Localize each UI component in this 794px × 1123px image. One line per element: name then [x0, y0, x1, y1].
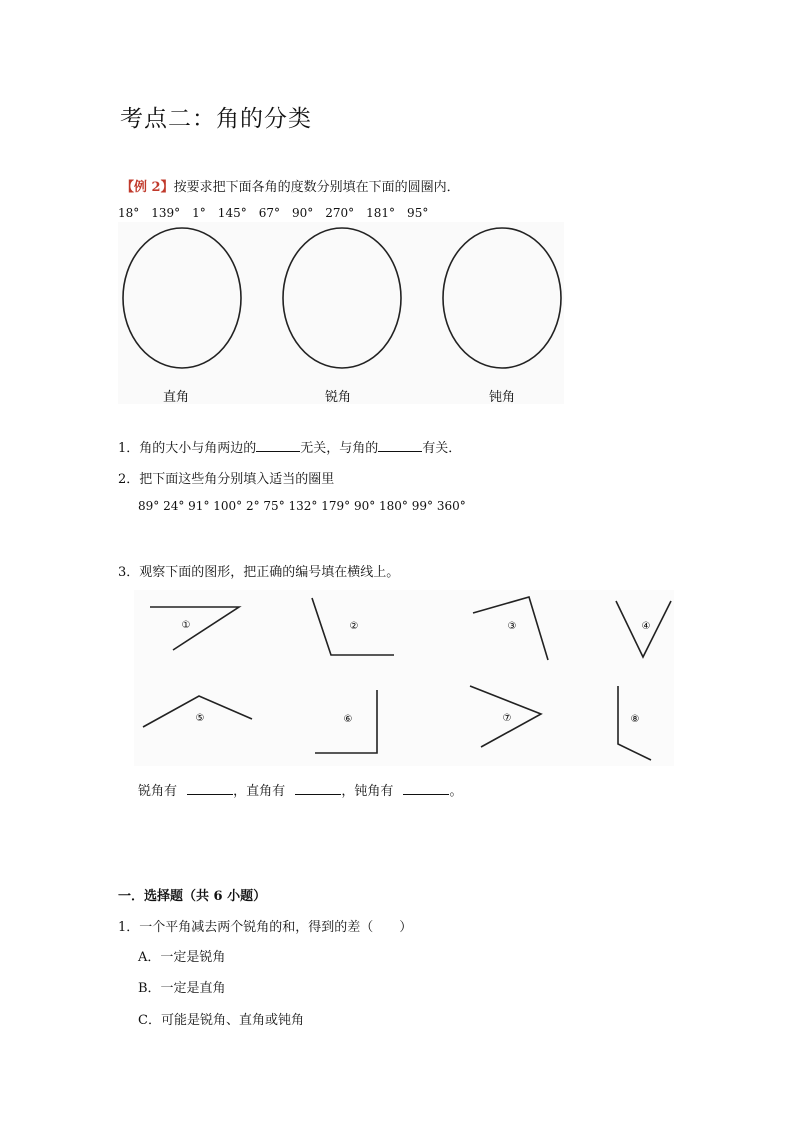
angles-figure-background	[134, 590, 674, 766]
q2-degree-list: 89° 24° 91° 100° 2° 75° 132° 179° 90° 180° 99° 360°	[138, 499, 466, 513]
example-tag: 【例 2】	[121, 180, 174, 195]
label-6: ⑥	[343, 714, 353, 725]
obtuse-answer-blank[interactable]	[403, 782, 449, 795]
right-answer-blank[interactable]	[295, 782, 341, 795]
acute-answer-blank[interactable]	[187, 782, 233, 795]
choice-question-1: 1．一个平角减去两个锐角的和，得到的差（ ）	[118, 920, 413, 935]
q1-middle: 无关，与角的	[300, 441, 379, 456]
right-answer-label: ，直角有	[233, 784, 286, 799]
label-5: ⑤	[195, 713, 205, 724]
circle-label-acute: 锐角	[324, 390, 352, 405]
example-text: 按要求把下面各角的度数分别填在下面的圆圈内．	[173, 180, 460, 195]
label-1: ①	[181, 620, 191, 631]
option-a[interactable]: A．一定是锐角	[138, 950, 226, 965]
example-degree-list: 18° 139° 1° 145° 67° 90° 270° 181° 95°	[118, 206, 429, 220]
option-b[interactable]: B．一定是直角	[138, 981, 226, 996]
circle-label-obtuse: 钝角	[488, 390, 516, 405]
option-c[interactable]: C．可能是锐角、直角或钝角	[138, 1013, 304, 1028]
label-2: ②	[349, 621, 359, 632]
q3-answer-line	[138, 780, 462, 799]
question-2: 2．把下面这些角分别填入适当的圈里	[118, 472, 335, 487]
label-7: ⑦	[502, 713, 512, 724]
acute-answer-label: 锐角有	[138, 784, 178, 799]
answer-end: 。	[449, 784, 463, 799]
question-3: 3．观察下面的图形，把正确的编号填在横线上。	[118, 565, 400, 580]
obtuse-answer-label: ，钝角有	[341, 784, 394, 799]
label-3: ③	[507, 621, 517, 632]
label-4: ④	[641, 621, 651, 632]
section-title: 一．选择题（共 6 小题）	[118, 889, 267, 904]
page-title: 考点二：角的分类	[120, 106, 312, 132]
label-8: ⑧	[630, 714, 640, 725]
circle-label-right: 直角	[162, 390, 190, 405]
q1-suffix: 有关．	[422, 441, 462, 456]
q1-prefix: 1．角的大小与角两边的	[118, 441, 257, 456]
